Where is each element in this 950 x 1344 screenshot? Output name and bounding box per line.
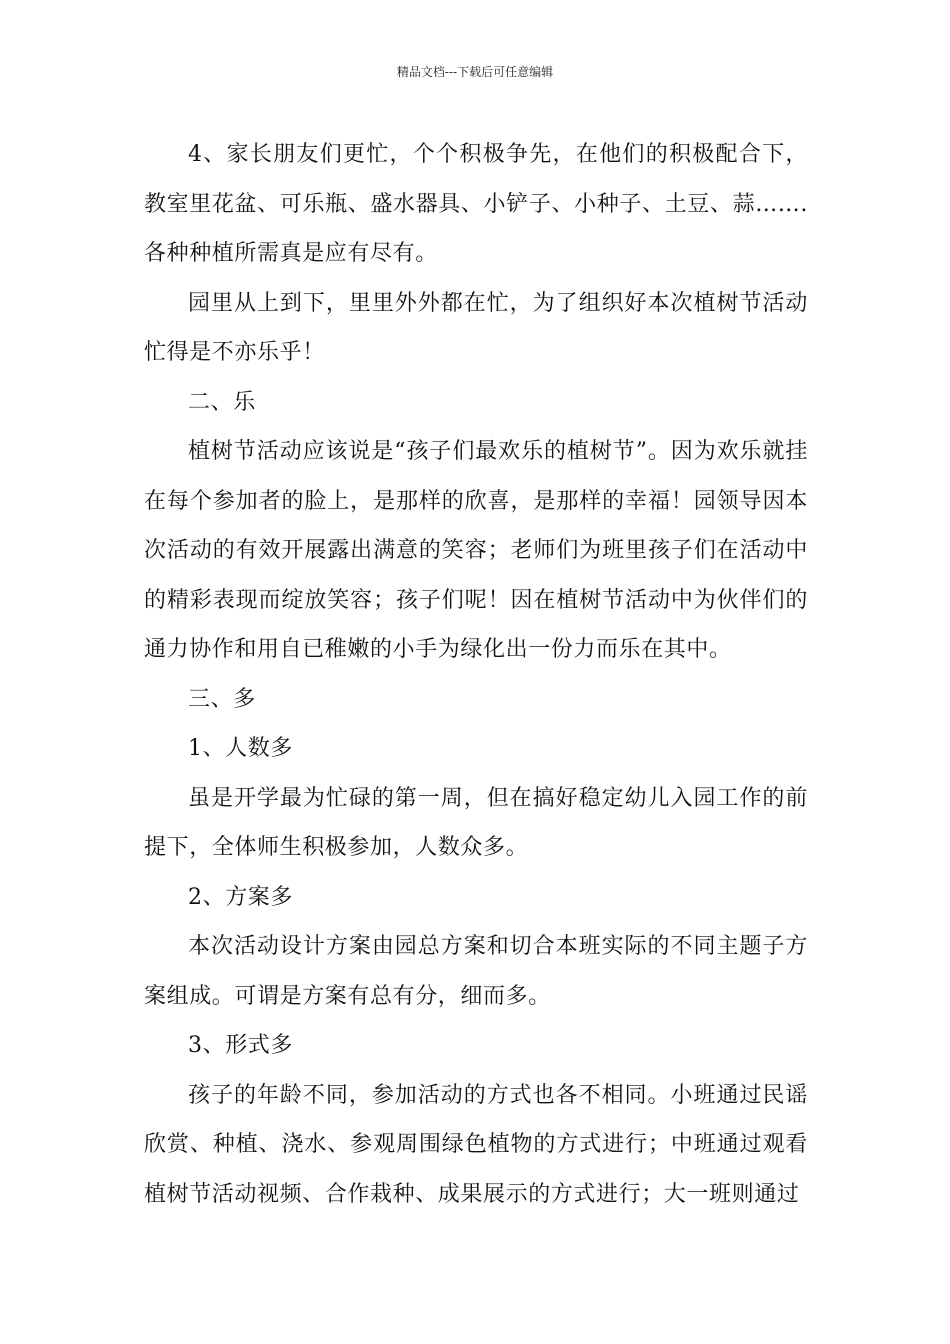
subheading-many-people: 1、人数多 bbox=[188, 736, 293, 761]
subheading-many-plans: 2、方案多 bbox=[188, 884, 293, 910]
paragraph-many-plans: 本次活动设计方案由园总方案和切合本班实际的不同主题子方案组成。可谓是方案有总有分，细而多。 bbox=[144, 934, 808, 1009]
document-body bbox=[144, 130, 808, 1219]
section-heading-many: 三、多 bbox=[188, 686, 256, 712]
paragraph-joy: 植树节活动应该说是“孩子们最欢乐的植树节”。因为欢乐就挂在每个参加者的脸上，是那样的欣喜，是那样的幸福！园领导因本次活动的有效开展露出满意的笑容；老师们为班里孩子们在活动中的精彩表现而绽放笑容；孩子们呢！因在植树节活动中为伙伴们的通力协作和用自已稚嫩的小手为绿化出一份力而乐在其中。 bbox=[144, 439, 808, 662]
section-heading-joy: 二、乐 bbox=[188, 389, 256, 415]
paragraph-parents-busy: 4、家长朋友们更忙，个个积极争先，在他们的积极配合下，教室里花盆、可乐瓶、盛水器具、小铲子、小种子、土豆、蒜…….各种种植所需真是应有尽有。 bbox=[144, 142, 808, 266]
paragraph-many-people: 虽是开学最为忙碌的第一周，但在搞好稳定幼儿入园工作的前提下，全体师生积极参加，人数众多。 bbox=[144, 785, 808, 860]
page-header: 精品文档---下载后可任意编辑 bbox=[396, 65, 554, 79]
paragraph-many-forms: 孩子的年龄不同，参加活动的方式也各不相同。小班通过民谣欣赏、种植、浇水、参观周围绿色植物的方式进行；中班通过观看植树节活动视频、合作栽种、成果展示的方式进行；大一班则通过 bbox=[144, 1082, 808, 1207]
paragraph-kindergarten-busy: 园里从上到下，里里外外都在忙，为了组织好本次植树节活动忙得是不亦乐乎！ bbox=[144, 290, 808, 365]
subheading-many-forms: 3、形式多 bbox=[188, 1033, 293, 1058]
